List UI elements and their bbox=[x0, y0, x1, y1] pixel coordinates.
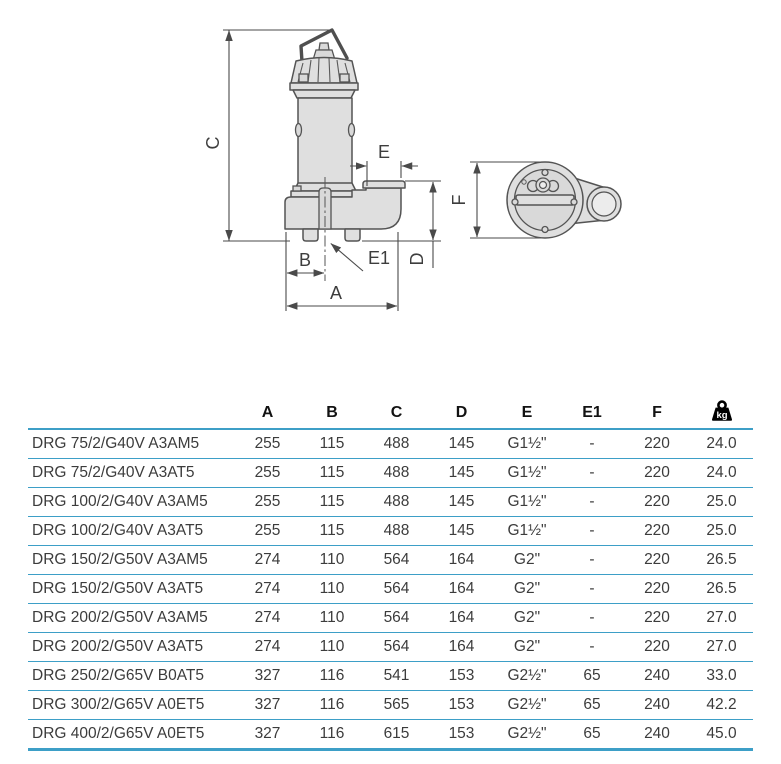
cell-e: G1½" bbox=[494, 429, 560, 459]
cell-e: G2½" bbox=[494, 662, 560, 691]
cell-e: G1½" bbox=[494, 459, 560, 488]
cell-e: G2" bbox=[494, 633, 560, 662]
cell-e1: 65 bbox=[560, 691, 624, 720]
table-row bbox=[28, 662, 753, 691]
cell-e1: - bbox=[560, 575, 624, 604]
table-row bbox=[28, 459, 753, 488]
cell-d: 164 bbox=[429, 575, 494, 604]
table-row bbox=[28, 604, 753, 633]
cell-kg: 24.0 bbox=[690, 459, 753, 488]
cell-e1: - bbox=[560, 517, 624, 546]
cell-e1: 65 bbox=[560, 662, 624, 691]
cell-model: DRG 100/2/G40V A3AT5 bbox=[28, 517, 235, 546]
cell-e: G1½" bbox=[494, 488, 560, 517]
cell-f: 220 bbox=[624, 459, 690, 488]
dim-label-a: A bbox=[329, 283, 343, 303]
cell-c: 488 bbox=[364, 429, 429, 459]
cell-a: 274 bbox=[235, 633, 300, 662]
cell-f: 220 bbox=[624, 517, 690, 546]
discharge-bore bbox=[592, 192, 616, 216]
cell-kg: 33.0 bbox=[690, 662, 753, 691]
header-c: C bbox=[364, 392, 429, 429]
cell-a: 255 bbox=[235, 459, 300, 488]
table-header-row bbox=[28, 392, 753, 429]
cell-b: 110 bbox=[300, 546, 364, 575]
header-b: B bbox=[300, 392, 364, 429]
cell-kg: 26.5 bbox=[690, 575, 753, 604]
cell-f: 240 bbox=[624, 662, 690, 691]
cell-c: 565 bbox=[364, 691, 429, 720]
cell-model: DRG 200/2/G50V A3AM5 bbox=[28, 604, 235, 633]
cell-model: DRG 250/2/G65V B0AT5 bbox=[28, 662, 235, 691]
cell-a: 274 bbox=[235, 604, 300, 633]
cell-b: 115 bbox=[300, 459, 364, 488]
cell-a: 255 bbox=[235, 429, 300, 459]
cap-tab-right bbox=[340, 74, 349, 82]
dim-label-b: B bbox=[298, 250, 312, 270]
cap-hub-top bbox=[319, 43, 329, 50]
table-row bbox=[28, 429, 753, 459]
cell-b: 116 bbox=[300, 720, 364, 750]
table-row bbox=[28, 691, 753, 720]
cell-d: 164 bbox=[429, 546, 494, 575]
cell-kg: 45.0 bbox=[690, 720, 753, 750]
cell-f: 220 bbox=[624, 633, 690, 662]
cell-d: 145 bbox=[429, 429, 494, 459]
cell-model: DRG 150/2/G50V A3AM5 bbox=[28, 546, 235, 575]
header-model bbox=[28, 392, 235, 429]
dim-label-e: E bbox=[377, 142, 391, 162]
table-row bbox=[28, 517, 753, 546]
cell-e: G1½" bbox=[494, 517, 560, 546]
cell-f: 220 bbox=[624, 429, 690, 459]
cell-e1: 65 bbox=[560, 720, 624, 750]
dimensional-drawing bbox=[0, 0, 781, 378]
cell-c: 541 bbox=[364, 662, 429, 691]
weight-unit-label: kg bbox=[715, 410, 728, 421]
cell-b: 116 bbox=[300, 662, 364, 691]
bolt-left bbox=[512, 199, 518, 205]
bolt-right bbox=[571, 199, 577, 205]
cell-model: DRG 200/2/G50V A3AT5 bbox=[28, 633, 235, 662]
cell-a: 327 bbox=[235, 720, 300, 750]
header-weight bbox=[690, 392, 753, 429]
cell-a: 327 bbox=[235, 662, 300, 691]
cell-b: 110 bbox=[300, 604, 364, 633]
bolt-top bbox=[542, 170, 548, 176]
cell-c: 564 bbox=[364, 575, 429, 604]
cell-c: 564 bbox=[364, 604, 429, 633]
cell-e1: - bbox=[560, 488, 624, 517]
cell-model: DRG 100/2/G40V A3AM5 bbox=[28, 488, 235, 517]
dim-label-e1: E1 bbox=[368, 248, 391, 268]
cell-e1: - bbox=[560, 604, 624, 633]
header-e1: E1 bbox=[560, 392, 624, 429]
dimensions-table bbox=[28, 392, 753, 751]
cell-f: 220 bbox=[624, 546, 690, 575]
cable-gland-bore bbox=[540, 182, 547, 189]
cell-f: 240 bbox=[624, 691, 690, 720]
cell-c: 488 bbox=[364, 488, 429, 517]
cell-kg: 27.0 bbox=[690, 633, 753, 662]
cell-f: 220 bbox=[624, 604, 690, 633]
cell-d: 164 bbox=[429, 633, 494, 662]
dim-label-d: D bbox=[407, 252, 427, 266]
cell-b: 110 bbox=[300, 575, 364, 604]
plate-tab bbox=[293, 186, 301, 191]
cell-kg: 26.5 bbox=[690, 546, 753, 575]
cell-model: DRG 400/2/G65V A0ET5 bbox=[28, 720, 235, 750]
cell-d: 153 bbox=[429, 662, 494, 691]
cell-model: DRG 300/2/G65V A0ET5 bbox=[28, 691, 235, 720]
cell-e: G2½" bbox=[494, 720, 560, 750]
cell-e: G2" bbox=[494, 575, 560, 604]
table-row bbox=[28, 546, 753, 575]
clip-right bbox=[349, 124, 355, 137]
clip-left bbox=[296, 124, 302, 137]
cell-f: 240 bbox=[624, 720, 690, 750]
cell-b: 115 bbox=[300, 488, 364, 517]
weight-kg-icon bbox=[709, 400, 735, 422]
cell-model: DRG 75/2/G40V A3AM5 bbox=[28, 429, 235, 459]
cell-e: G2½" bbox=[494, 691, 560, 720]
cell-kg: 24.0 bbox=[690, 429, 753, 459]
table-row bbox=[28, 575, 753, 604]
cell-c: 564 bbox=[364, 546, 429, 575]
cell-a: 274 bbox=[235, 546, 300, 575]
cell-d: 145 bbox=[429, 517, 494, 546]
cell-b: 115 bbox=[300, 429, 364, 459]
cell-d: 145 bbox=[429, 488, 494, 517]
cell-b: 115 bbox=[300, 517, 364, 546]
neck bbox=[293, 90, 355, 98]
cell-c: 488 bbox=[364, 459, 429, 488]
pump-top-view bbox=[507, 162, 621, 238]
cell-e1: - bbox=[560, 633, 624, 662]
cap-flange bbox=[290, 83, 358, 90]
cell-model: DRG 150/2/G50V A3AT5 bbox=[28, 575, 235, 604]
cell-a: 255 bbox=[235, 488, 300, 517]
foot-right bbox=[345, 229, 360, 241]
cell-c: 615 bbox=[364, 720, 429, 750]
handle-top-view bbox=[516, 195, 574, 205]
cell-f: 220 bbox=[624, 488, 690, 517]
cell-a: 274 bbox=[235, 575, 300, 604]
dim-label-f: F bbox=[449, 194, 469, 206]
table-row bbox=[28, 633, 753, 662]
cell-d: 153 bbox=[429, 720, 494, 750]
cell-a: 327 bbox=[235, 691, 300, 720]
cell-kg: 25.0 bbox=[690, 517, 753, 546]
dim-label-c: C bbox=[203, 136, 223, 150]
cell-kg: 27.0 bbox=[690, 604, 753, 633]
dimensions bbox=[203, 30, 543, 311]
cell-d: 164 bbox=[429, 604, 494, 633]
cell-f: 220 bbox=[624, 575, 690, 604]
foot-left bbox=[303, 229, 318, 241]
e1-leader bbox=[331, 244, 363, 272]
header-f: F bbox=[624, 392, 690, 429]
cell-kg: 42.2 bbox=[690, 691, 753, 720]
cell-model: DRG 75/2/G40V A3AT5 bbox=[28, 459, 235, 488]
cell-d: 153 bbox=[429, 691, 494, 720]
table-row bbox=[28, 488, 753, 517]
cell-e: G2" bbox=[494, 604, 560, 633]
cell-a: 255 bbox=[235, 517, 300, 546]
cell-b: 116 bbox=[300, 691, 364, 720]
cell-c: 488 bbox=[364, 517, 429, 546]
header-e: E bbox=[494, 392, 560, 429]
header-a: A bbox=[235, 392, 300, 429]
cell-b: 110 bbox=[300, 633, 364, 662]
cell-d: 145 bbox=[429, 459, 494, 488]
cell-e1: - bbox=[560, 429, 624, 459]
cell-e1: - bbox=[560, 546, 624, 575]
motor-body bbox=[298, 98, 352, 185]
table-row bbox=[28, 720, 753, 750]
cell-kg: 25.0 bbox=[690, 488, 753, 517]
cell-e: G2" bbox=[494, 546, 560, 575]
cell-e1: - bbox=[560, 459, 624, 488]
cell-c: 564 bbox=[364, 633, 429, 662]
discharge-flange bbox=[363, 181, 405, 188]
bolt-bottom bbox=[542, 227, 548, 233]
header-d: D bbox=[429, 392, 494, 429]
cap-tab-left bbox=[299, 74, 308, 82]
